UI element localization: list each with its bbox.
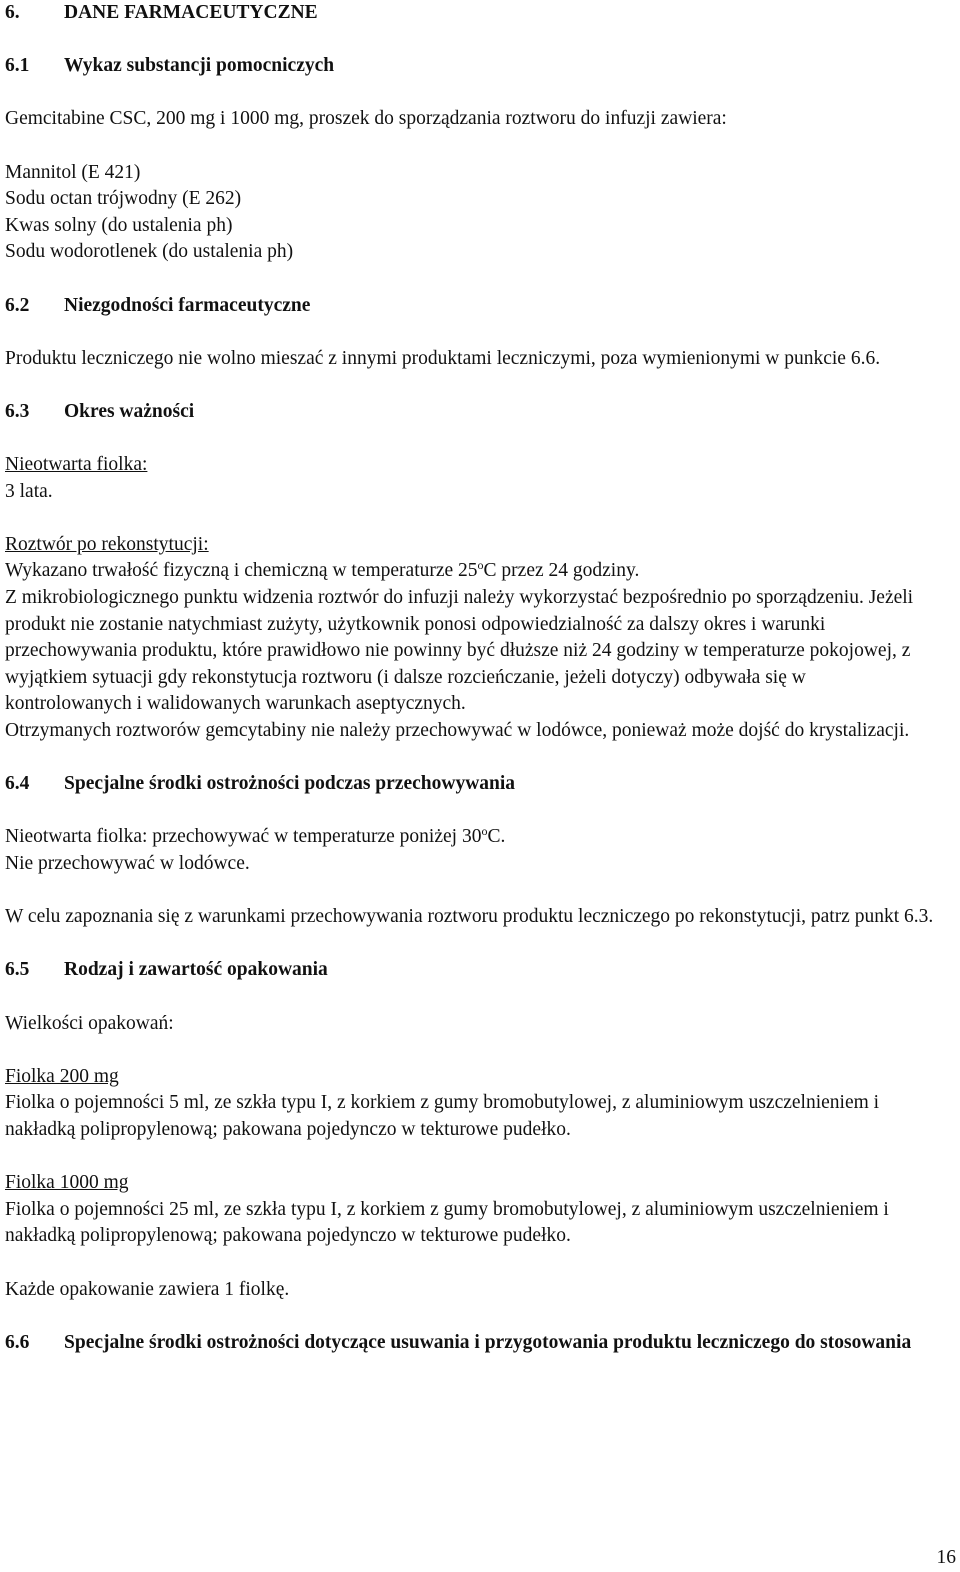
unopened-vial-label: Nieotwarta fiolka: [5,454,148,476]
refrigeration-warning: Otrzymanych roztworów gemcytabiny nie należy przechowywać w lodówce, ponieważ może dojść do krystalizacji. [5,720,910,742]
storage-condition [5,824,955,851]
section-title: DANE FARMACEUTYCZNE [64,2,318,23]
section-title: Specjalne środki ostrożności dotyczące usuwania i przygotowania produktu leczniczego do stosowania [64,1331,912,1353]
degree-superscript: o [481,824,488,839]
excipient-item: Mannitol (E 421) [5,161,141,183]
storage-text-end: C. [487,826,506,848]
section-title: Okres ważności [64,400,195,422]
vial-1000-label: Fiolka 1000 mg [5,1172,129,1194]
excipient-item: Sodu octan trójwodny (E 262) [5,188,242,210]
section-number: 6.6 [5,1331,30,1353]
stability-text [5,558,955,585]
microbiological-text: Z mikrobiologicznego punktu widzenia roztwór do infuzji należy wykorzystać bezpośrednio po sporządzeniu. Jeżeli produkt nie zostanie natychmiast zużyty, użytkownik ponosi odpowiedzialność za dalszy okres i warunki przechowywania produktu, które prawidłowo nie powinny być dłuższe niż 24 godziny w temperaturze pokojowej, z wyjątkiem sytuacji gdy rekonstytucja roztworu (i dalsze rozcieńczanie, jeżeli dotyczy) odbywała się w kontrolowanych i walidowanych warunkach aseptycznych. [5,587,914,715]
vial-1000-description: Fiolka o pojemności 25 ml, ze szkła typu I, z korkiem z gumy bromobutylowej, z aluminiowym uszczelnieniem i nakładką polipropylenową; pakowana pojedynczo w tekturowe pudełko. [5,1198,889,1247]
unopened-vial-shelf-life: 3 lata. [5,480,53,502]
section-title: Wykaz substancji pomocniczych [64,55,335,77]
section-6-heading [5,0,955,27]
pack-sizes-label: Wielkości opakowań: [5,1012,174,1034]
stability-text-start: Wykazano trwałość fizyczną i chemiczną w temperaturze 25 [5,560,478,582]
section-number: 6.5 [5,959,30,981]
section-title: Niezgodności farmaceutyczne [64,294,311,316]
section-6-3-heading [5,399,955,426]
reconstitution-reference: W celu zapoznania się z warunkami przechowywania roztworu produktu leczniczego po rekonstytucji, patrz punkt 6.3. [5,906,934,928]
section-6-2-heading [5,293,955,320]
section-number: 6. [5,2,20,23]
vial-200-label: Fiolka 200 mg [5,1065,119,1087]
excipient-item: Kwas solny (do ustalenia ph) [5,214,233,236]
reconstituted-solution-label: Roztwór po rekonstytucji: [5,533,209,555]
pack-contents: Każde opakowanie zawiera 1 fiolkę. [5,1278,290,1300]
section-number: 6.3 [5,400,30,422]
section-6-6-heading [5,1330,955,1357]
section-number: 6.1 [5,55,30,77]
section-title: Rodzaj i zawartość opakowania [64,959,328,981]
section-title: Specjalne środki ostrożności podczas przechowywania [64,773,516,795]
excipients-intro: Gemcitabine CSC, 200 mg i 1000 mg, proszek do sporządzania roztworu do infuzji zawiera: [5,108,727,130]
excipient-item: Sodu wodorotlenek (do ustalenia ph) [5,241,294,263]
stability-text-end: C przez 24 godziny. [483,560,640,582]
document-page [5,0,955,1356]
no-refrigeration: Nie przechowywać w lodówce. [5,853,250,874]
page-number: 16 [936,1547,956,1568]
section-6-1-heading [5,53,955,80]
degree-superscript: o [477,558,484,573]
storage-text-start: Nieotwarta fiolka: przechowywać w temperaturze poniżej 30 [5,826,482,848]
section-6-4-heading [5,771,955,798]
section-number: 6.2 [5,294,30,316]
vial-200-description: Fiolka o pojemności 5 ml, ze szkła typu I, z korkiem z gumy bromobutylowej, z aluminiowym uszczelnieniem i nakładką polipropylenową; pakowana pojedynczo w tekturowe pudełko. [5,1092,880,1140]
section-number: 6.4 [5,773,30,795]
incompatibilities-text: Produktu leczniczego nie wolno mieszać z innymi produktami leczniczymi, poza wymienionymi w punkcie 6.6. [5,347,881,369]
section-6-5-heading [5,957,955,984]
